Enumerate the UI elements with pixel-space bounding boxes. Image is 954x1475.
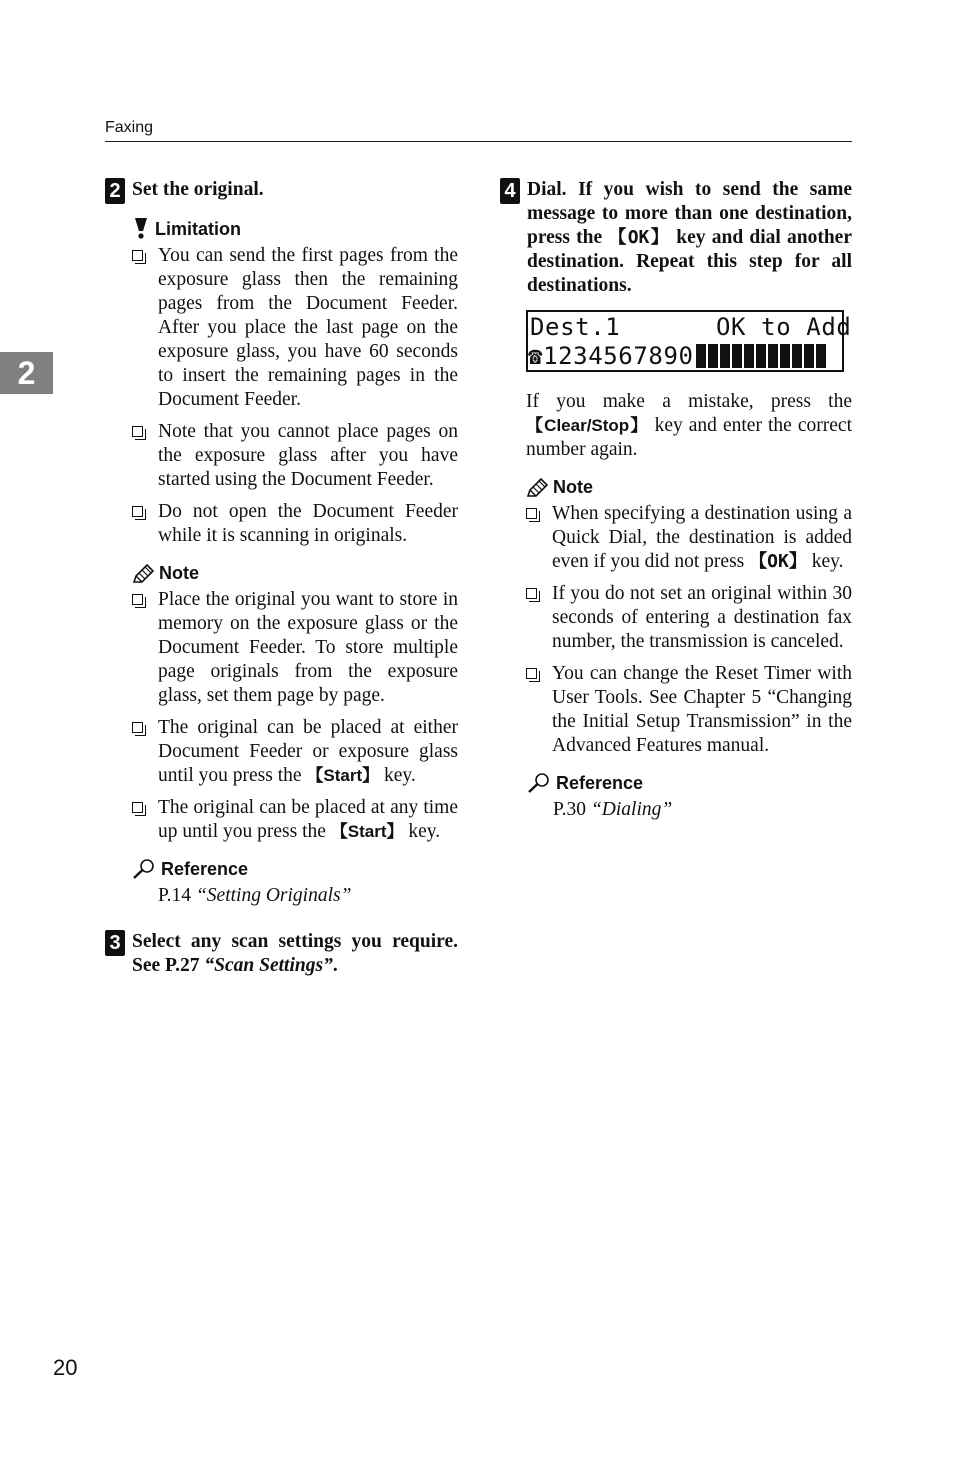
exclamation-icon [132,216,150,240]
limitation-item-text: Note that you cannot place pages on the exposure glass after you have started using the Document Feeder. [158,421,458,490]
note-item-text: Place the original you want to store in memory on the exposure glass or the Document Feeder. To store multiple page originals from the exposure glass, set them page by page. [158,589,458,706]
step-3-text [132,930,458,978]
checkbox-bullet-icon [132,426,143,437]
mistake-text-start: If you make a mistake, press the [526,391,852,412]
note-title: Note [159,563,199,583]
lcd-ok-to-add: OK to Add [716,313,852,341]
step-3-link[interactable]: “Scan Settings” [204,955,333,976]
mistake-paragraph [500,390,852,462]
step-4-text [527,178,852,298]
note-item [526,662,852,758]
note-item-text: The original can be placed at either Document Feeder or exposure glass until you press the [158,717,458,786]
limitation-item [132,500,458,548]
lcd-fax-number: 1234567890 [543,342,694,370]
lcd-line-2 [528,341,828,371]
note-item-text-end: key. [379,765,416,786]
note-item [526,582,852,654]
step-number-4: 4 [500,178,520,204]
ok-key-label: 【OK】 [749,551,807,572]
mistake-text-end: key and enter the correct number again. [526,415,852,460]
checkbox-bullet-icon [132,594,143,605]
reference-section-right [527,772,852,822]
reference-link[interactable] [527,798,852,822]
checkbox-bullet-icon [132,722,143,733]
magnifier-icon [132,858,156,880]
checkbox-bullet-icon [526,588,537,599]
note-section-left [132,562,458,844]
reference-page: P.30 [553,799,591,820]
lcd-line-1 [530,312,852,342]
reference-heading [527,772,852,794]
reference-link-text: “Setting Originals” [195,885,352,906]
reference-title: Reference [161,859,249,879]
lcd-dest-label: Dest.1 [530,313,621,341]
step-2 [105,178,458,202]
step-4-text-start: Dial. If you wish to send the same message to more than one destination, press the [527,179,852,248]
step-3 [105,930,458,978]
reference-link[interactable] [132,884,458,908]
note-items-right [526,502,852,758]
reference-section-left [132,858,458,908]
pencil-icon [132,564,154,584]
ok-key-label: 【OK】 [608,227,671,248]
step-3-text-start: Select any scan settings you require. See P.27 [132,931,458,976]
checkbox-bullet-icon [526,668,537,679]
step-4-text-end: key and dial another destination. Repeat this step for all destinations. [527,227,852,296]
note-section-right [500,476,852,758]
limitation-item [132,244,458,412]
step-4 [500,178,852,298]
pencil-icon [526,478,548,498]
limitation-section [132,216,458,548]
right-column [500,178,852,822]
limitation-heading [132,216,458,240]
note-heading [526,476,852,498]
header-rule [105,141,852,142]
note-item-text: If you do not set an original within 30 seconds of entering a destination fax number, the transmission is canceled. [552,583,852,652]
magnifier-icon [527,772,551,794]
start-key-label: 【Start】 [306,766,380,785]
start-key-label: 【Start】 [330,822,404,841]
step-3-text-end: . [332,955,338,976]
page-number: 20 [53,1355,78,1380]
clear-stop-key-label: 【Clear/Stop】 [526,416,649,435]
limitation-item [132,420,458,492]
reference-page: P.14 [158,885,196,906]
note-item [132,716,458,788]
phone-icon: ☎ [528,342,544,370]
limitation-title: Limitation [155,219,241,239]
checkbox-bullet-icon [526,508,537,519]
note-item-text: The original can be placed at any time up until you press the [158,797,458,842]
lcd-display [526,310,852,372]
reference-link-text: “Dialing” [590,799,673,820]
reference-title: Reference [556,773,644,793]
note-item-text-end: key. [806,551,844,572]
chapter-tab: 2 [0,352,53,394]
note-item-text-end: key. [403,821,441,842]
note-item-text: You can change the Reset Timer with User Tools. See Chapter 5 “Changing the Initial Setup Transmission” in the Advanced Features manual. [552,663,852,756]
step-number-2: 2 [105,178,125,204]
limitation-item-text: Do not open the Document Feeder while it is scanning in originals. [158,501,458,546]
note-heading [132,562,458,584]
note-item [132,588,458,708]
checkbox-bullet-icon [132,506,143,517]
note-title: Note [553,477,593,497]
step-2-text: Set the original. [132,179,264,200]
note-item [132,796,458,844]
checkbox-bullet-icon [132,802,143,813]
step-number-3: 3 [105,930,125,956]
lcd-cursor-blocks [696,344,828,368]
reference-heading [132,858,458,880]
running-head: Faxing [105,119,154,136]
limitation-item-text: You can send the first pages from the exposure glass then the remaining pages from the Document Feeder. After you place the last page on the exposure glass, you have 60 seconds to insert the remaining pages in the Document Feeder. [158,245,458,410]
left-column [105,178,458,978]
note-item-text: When specifying a destination using a Quick Dial, the destination is added even if you did not press [552,503,852,572]
checkbox-bullet-icon [132,250,143,261]
note-item [526,502,852,574]
